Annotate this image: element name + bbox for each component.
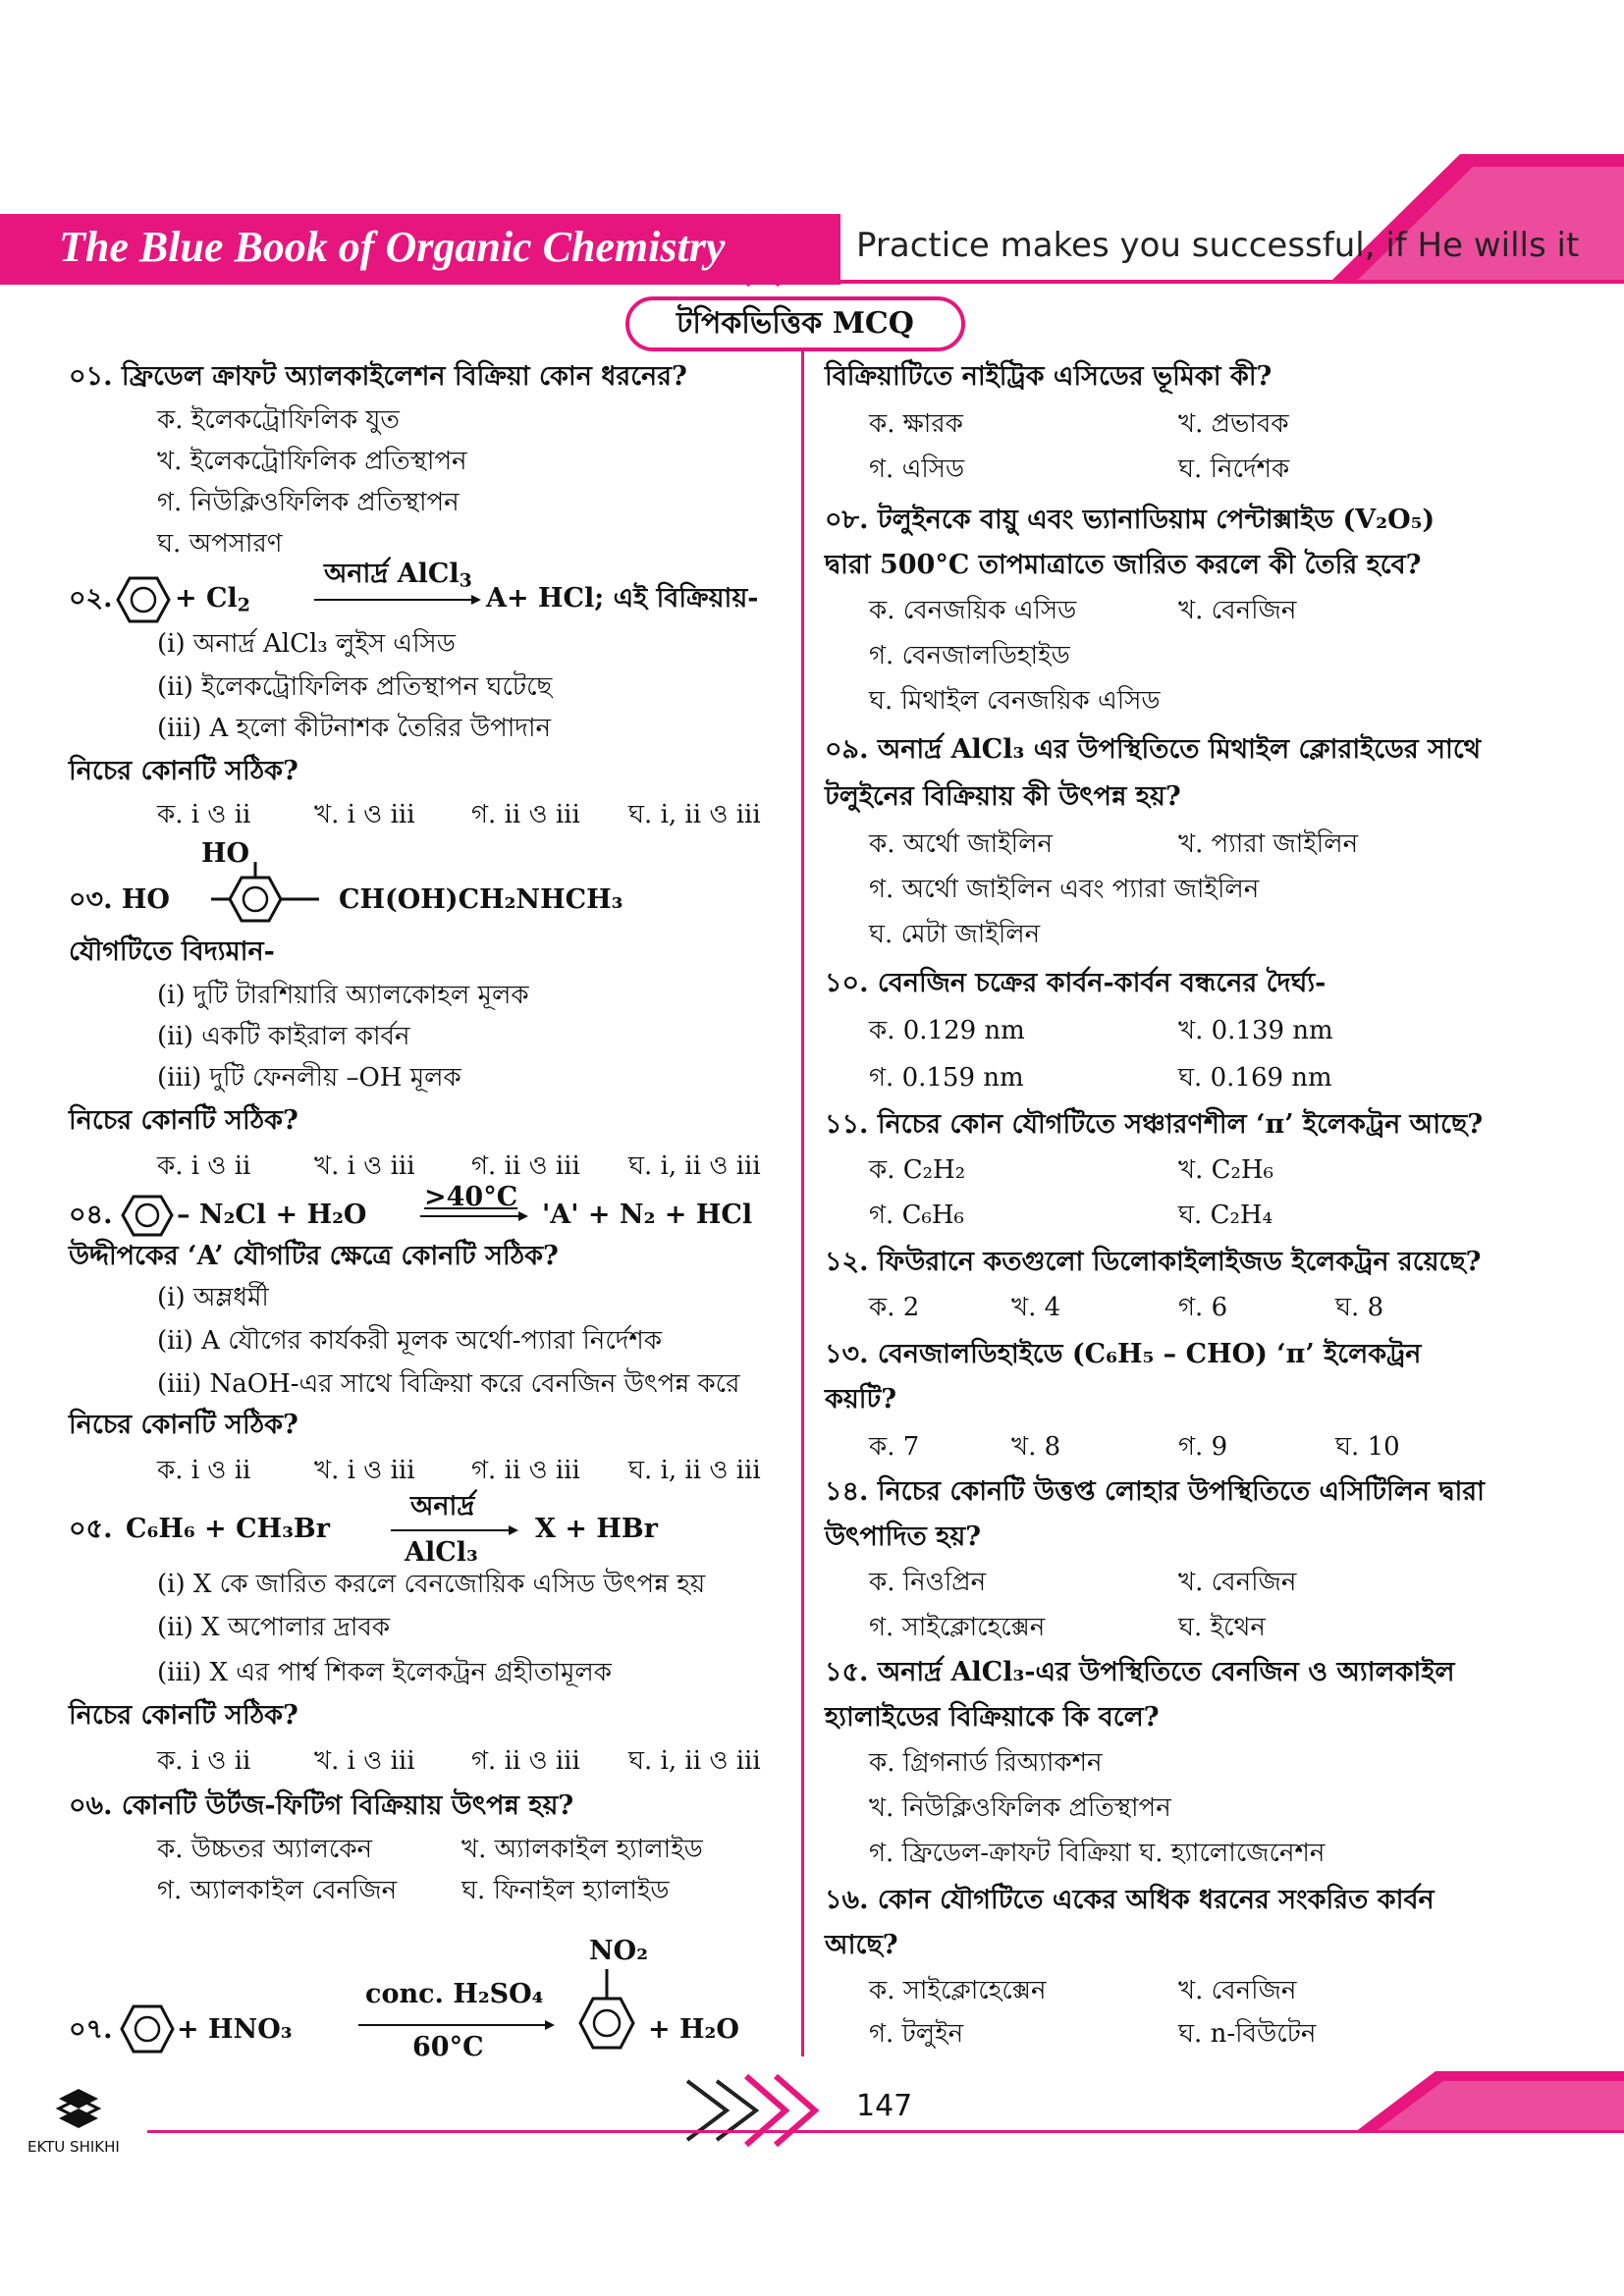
q07-product: + H₂O — [648, 2014, 739, 2045]
q13-opt-a: ক. 7 — [869, 1432, 920, 1462]
q04-choice-b: খ. i ও iii — [314, 1456, 415, 1485]
q16-opt-d: ঘ. n-বিউটেন — [1178, 2019, 1317, 2049]
q04-intro: উদ্দীপকের ‘A’ যৌগটির ক্ষেত্রে কোনটি সঠিক? — [69, 1241, 559, 1271]
q10-opt-d: ঘ. 0.169 nm — [1178, 1063, 1332, 1093]
column-divider — [801, 348, 804, 2056]
q03-choice-d: ঘ. i, ii ও iii — [628, 1151, 761, 1181]
q08-opt-b: খ. বেনজিন — [1178, 596, 1297, 625]
q04-arrow — [420, 1209, 528, 1223]
q07-no2-label: NO₂ — [589, 1936, 649, 1966]
q07-opt-d: ঘ. নির্দেশক — [1178, 454, 1290, 484]
q10-opt-b: খ. 0.139 nm — [1178, 1016, 1333, 1045]
q03-chain: CH(OH)CH₂NHCH₃ — [339, 884, 623, 915]
q09-opt-a: ক. অর্থো জাইলিন — [869, 829, 1053, 859]
q11-opt-b: খ. C₂H₆ — [1178, 1155, 1274, 1185]
q06-opt-d: ঘ. ফিনাইল হ্যালাইড — [461, 1876, 670, 1905]
q14-line1: ১৪. নিচের কোনটি উত্তপ্ত লোহার উপস্থিতিতে এসিটিলিন দ্বারা — [825, 1476, 1485, 1507]
q12-opt-a: ক. 2 — [869, 1293, 920, 1322]
q04-choice-d: ঘ. i, ii ও iii — [628, 1456, 761, 1485]
q04-reactant: – N₂Cl + H₂O — [177, 1200, 367, 1230]
q08-line2: দ্বারা 500°C তাপমাত্রাতে জারিত করলে কী তৈরি হবে? — [825, 550, 1422, 580]
q02-choice-d: ঘ. i, ii ও iii — [628, 800, 761, 829]
q04-choice-a: ক. i ও ii — [157, 1456, 251, 1485]
q03-prompt: নিচের কোনটি সঠিক? — [69, 1105, 298, 1136]
q07-opt-a: ক. ক্ষারক — [869, 409, 963, 439]
q02-choice-a: ক. i ও ii — [157, 800, 251, 829]
q02-stmt-2: (ii) ইলেকট্রোফিলিক প্রতিস্থাপন ঘটেছে — [157, 672, 553, 702]
q07-reactant: + HNO₃ — [177, 2014, 293, 2045]
q08-opt-a: ক. বেনজয়িক এসিড — [869, 596, 1077, 625]
q15-line1: ১৫. অনার্দ্র AlCl₃-এর উপস্থিতিতে বেনজিন ও অ্যালকাইল — [825, 1657, 1455, 1687]
q07-temperature: 60°C — [412, 2032, 484, 2062]
q16-line2: আছে? — [825, 1930, 898, 1960]
logo-text: EKTU SHIKHI — [27, 2138, 120, 2156]
q15-opt-c: গ. ফ্রিডেল-ক্রাফট বিক্রিয়া ঘ. হ্যালোজেনেশন — [869, 1839, 1326, 1868]
q13-opt-b: খ. 8 — [1011, 1432, 1061, 1462]
q05-choice-d: ঘ. i, ii ও iii — [628, 1746, 761, 1776]
q06-opt-c: গ. অ্যালকাইল বেনজিন — [157, 1876, 398, 1905]
q06-text: ০৬. কোনটি উর্টজ-ফিটিগ বিক্রিয়ায় উৎপন্ন হয়? — [69, 1790, 574, 1821]
benzene-ring-q07 — [120, 2002, 175, 2056]
q05-condition-bottom: AlCl₃ — [405, 1537, 478, 1568]
q07-number: ০৭. — [69, 2014, 113, 2045]
q01-opt-a: ক. ইলেকট্রোফিলিক যুত — [157, 405, 400, 435]
q03-stmt-3: (iii) দুটি ফেনলীয় –OH মূলক — [157, 1063, 461, 1093]
q03-stmt-1: (i) দুটি টারশিয়ারি অ্যালকোহল মূলক — [157, 981, 529, 1010]
q04-choice-c: গ. ii ও iii — [471, 1456, 580, 1485]
q14-opt-b: খ. বেনজিন — [1178, 1568, 1297, 1597]
q02-stmt-1: (i) অনার্দ্র AlCl₃ লুইস এসিড — [157, 629, 456, 659]
q05-reactant: C₆H₆ + CH₃Br — [126, 1514, 330, 1544]
q08-opt-d: ঘ. মিথাইল বেনজয়িক এসিড — [869, 686, 1161, 716]
q04-stmt-3: (iii) NaOH-এর সাথে বিক্রিয়া করে বেনজিন উৎপন্ন করে — [157, 1369, 740, 1399]
q02-product: A+ HCl; এই বিক্রিয়ায়- — [486, 583, 759, 614]
q03-number: ০৩. HO — [69, 884, 170, 915]
q02-reactant: + $Cl_2$ — [175, 583, 250, 616]
q02-stmt-3: (iii) A হলো কীটনাশক তৈরির উপাদান — [157, 714, 552, 743]
q07-catalyst: conc. H₂SO₄ — [365, 1979, 544, 2009]
q05-choice-c: গ. ii ও iii — [471, 1746, 580, 1776]
q05-condition-top: অনার্দ্র — [410, 1491, 475, 1522]
header-rule — [840, 280, 1624, 284]
q16-line1: ১৬. কোন যৌগটিতে একের অধিক ধরনের সংকরিত কার্বন — [825, 1885, 1435, 1915]
q09-opt-c: গ. অর্থো জাইলিন এবং প্যারা জাইলিন — [869, 875, 1260, 904]
section-title: টপিকভিত্তিক MCQ — [625, 296, 965, 351]
q14-line2: উৎপাদিত হয়? — [825, 1522, 982, 1552]
q05-prompt: নিচের কোনটি সঠিক? — [69, 1700, 298, 1731]
q11-opt-d: ঘ. C₂H₄ — [1178, 1201, 1273, 1230]
q07-cont-text: বিক্রিয়াটিতে নাইট্রিক এসিডের ভূমিকা কী? — [825, 361, 1272, 392]
q14-opt-c: গ. সাইক্লোহেক্সেন — [869, 1613, 1046, 1642]
q12-opt-c: গ. 6 — [1178, 1293, 1228, 1322]
q02-prompt: নিচের কোনটি সঠিক? — [69, 756, 298, 786]
benzene-ring-q03 — [211, 862, 329, 931]
q16-opt-c: গ. টলুইন — [869, 2019, 964, 2049]
q11-text: ১১. নিচের কোন যৌগটিতে সঞ্চারণশীল ‘π’ ইলেকট্রন আছে? — [825, 1109, 1484, 1140]
q05-number: ০৫. — [69, 1514, 113, 1544]
book-stack-logo — [49, 2079, 108, 2136]
q03-intro: যৌগটিতে বিদ্যমান- — [69, 936, 275, 967]
q03-choice-b: খ. i ও iii — [314, 1151, 415, 1181]
q12-opt-b: খ. 4 — [1011, 1293, 1061, 1322]
q04-product: 'A' + N₂ + HCl — [542, 1200, 753, 1230]
q13-opt-c: গ. 9 — [1178, 1432, 1228, 1462]
footer-rule — [147, 2130, 1624, 2133]
q05-choice-b: খ. i ও iii — [314, 1746, 415, 1776]
q15-opt-b: খ. নিউক্লিওফিলিক প্রতিস্থাপন — [869, 1793, 1171, 1823]
q09-line2: টলুইনের বিক্রিয়ায় কী উৎপন্ন হয়? — [825, 781, 1181, 812]
q02-number: ০২. — [69, 583, 113, 614]
q05-stmt-3: (iii) X এর পার্শ্ব শিকল ইলেকট্রন গ্রহীতামূলক — [157, 1658, 612, 1687]
q08-opt-c: গ. বেনজালডিহাইড — [869, 641, 1070, 670]
q09-opt-b: খ. প্যারা জাইলিন — [1178, 829, 1359, 859]
q06-opt-a: ক. উচ্চতর অ্যালকেন — [157, 1835, 373, 1864]
q03-choice-a: ক. i ও ii — [157, 1151, 251, 1181]
q01-opt-d: ঘ. অপসারণ — [157, 529, 283, 559]
q07-opt-b: খ. প্রভাবক — [1178, 409, 1289, 439]
q01-text: ০১. ফ্রিডেল ক্রাফট অ্যালকাইলেশন বিক্রিয়া কোন ধরনের? — [69, 361, 687, 392]
q09-opt-d: ঘ. মেটা জাইলিন — [869, 920, 1041, 949]
q08-line1: ০৮. টলুইনকে বায়ু এবং ভ্যানাডিয়াম পেন্টাক্সাইড (V₂O₅) — [825, 505, 1435, 535]
q04-condition: >40°C — [424, 1182, 518, 1212]
benzene-ring-q02 — [116, 574, 171, 625]
q05-stmt-2: (ii) X অপোলার দ্রাবক — [157, 1613, 391, 1642]
q04-number: ০৪. — [69, 1200, 113, 1230]
q04-prompt: নিচের কোনটি সঠিক? — [69, 1410, 298, 1440]
q10-opt-c: গ. 0.159 nm — [869, 1063, 1024, 1093]
q14-opt-a: ক. নিওপ্রিন — [869, 1568, 987, 1597]
q16-opt-b: খ. বেনজিন — [1178, 1976, 1297, 2005]
q10-opt-a: ক. 0.129 nm — [869, 1016, 1025, 1045]
q15-line2: হ্যালাইডের বিক্রিয়াকে কি বলে? — [825, 1702, 1160, 1733]
q05-product: X + HBr — [535, 1514, 658, 1544]
q10-text: ১০. বেনজিন চক্রের কার্বন-কার্বন বন্ধনের দৈর্ঘ্য- — [825, 968, 1326, 998]
q15-opt-a: ক. গ্রিগনার্ড রিঅ্যাকশন — [869, 1748, 1103, 1778]
q05-choice-a: ক. i ও ii — [157, 1746, 251, 1776]
q13-opt-d: ঘ. 10 — [1335, 1432, 1400, 1462]
q01-opt-c: গ. নিউক্লিওফিলিক প্রতিস্থাপন — [157, 488, 460, 517]
q04-stmt-2: (ii) A যৌগের কার্যকরী মূলক অর্থো-প্যারা নির্দেশক — [157, 1326, 663, 1356]
q13-line2: কয়টি? — [825, 1384, 897, 1415]
q07-opt-c: গ. এসিড — [869, 454, 965, 484]
q03-top-label: HO — [201, 838, 250, 869]
q02-arrow — [314, 593, 481, 607]
q12-text: ১২. ফিউরানে কতগুলো ডিলোকাইলাইজড ইলেকট্রন রয়েছে? — [825, 1247, 1482, 1277]
book-title: The Blue Book of Organic Chemistry — [59, 223, 726, 271]
footer-decoration — [0, 2061, 1624, 2160]
q13-line1: ১৩. বেনজালডিহাইডে (C₆H₅ – CHO) ‘π’ ইলেকট্রন — [825, 1339, 1422, 1369]
nitrobenzene-ring — [577, 1969, 636, 2057]
page-number: 147 — [856, 2089, 913, 2123]
benzene-ring-q04 — [120, 1194, 175, 1239]
q14-opt-d: ঘ. ইথেন — [1178, 1613, 1266, 1642]
q05-stmt-1: (i) X কে জারিত করলে বেনজোয়িক এসিড উৎপন্ন হয় — [157, 1570, 706, 1599]
q09-line1: ০৯. অনার্দ্র AlCl₃ এর উপস্থিতিতে মিথাইল ক্লোরাইডের সাথে — [825, 734, 1482, 765]
q01-opt-b: খ. ইলেকট্রোফিলিক প্রতিস্থাপন — [157, 447, 467, 476]
q04-stmt-1: (i) অম্লধর্মী — [157, 1283, 269, 1312]
q16-opt-a: ক. সাইক্লোহেক্সেন — [869, 1976, 1047, 2005]
q03-stmt-2: (ii) একটি কাইরাল কার্বন — [157, 1022, 410, 1051]
q11-opt-c: গ. C₆H₆ — [869, 1201, 964, 1230]
q03-choice-c: গ. ii ও iii — [471, 1151, 580, 1181]
q12-opt-d: ঘ. 8 — [1335, 1293, 1384, 1322]
q02-choice-c: গ. ii ও iii — [471, 800, 580, 829]
q11-opt-a: ক. C₂H₂ — [869, 1155, 966, 1185]
q06-opt-b: খ. অ্যালকাইল হ্যালাইড — [461, 1835, 703, 1864]
header-tagline: Practice makes you successful, if He wills it — [856, 226, 1580, 265]
q02-choice-b: খ. i ও iii — [314, 800, 415, 829]
q02-catalyst: অনার্দ্র AlCl$_3$ — [324, 559, 472, 592]
